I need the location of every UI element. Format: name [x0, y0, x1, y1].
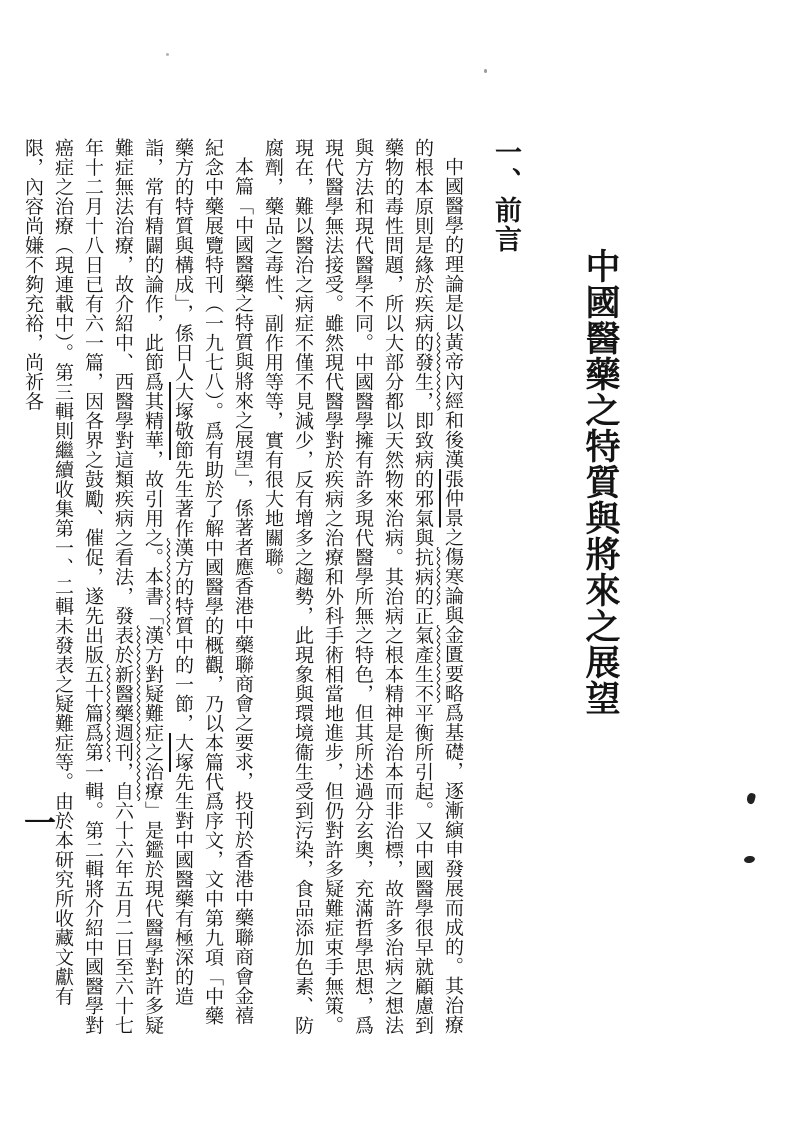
text-segment: 本篇「中國醫藥之特質與將來之展望」，係著者應香港中藥聯商會之要求，投刊於香港中藥聯商會金禧紀念中藥展覽特刊（一九七八）。爲有助於了解中國醫學的概觀，乃以本篇代爲序文，文中第九項「中藥藥方的特質與構成」，係日人: [172, 138, 254, 1026]
book-title-marked-text: 金匱要略: [442, 625, 464, 703]
proper-noun-marked-text: 張仲景: [442, 469, 464, 528]
text-segment: 中國醫學的理論是以: [442, 157, 464, 333]
text-segment: 之: [442, 527, 464, 547]
body-text: [18, 138, 468, 1040]
text-segment: 與: [442, 605, 464, 625]
section-heading: 一、前言: [490, 138, 521, 254]
text-segment: 爲基礎，逐漸縯申發展而成的。其治療的根本原則是緣於疾病的發生，即致病的邪氣與抗病的正氣產生不平衡所引起。又中國醫學很早就顧慮到藥物的毒性問題，所以大部分都以天然物來治病。其治病之根本精神是治本而非治標，故許多治病之想法與方法和現代醫學不同。中國醫學擁有許多現代醫學所無之特色，但其所述過分玄奧，充滿哲學思想，爲現代醫學無法接受。雖然現代醫學對於疾病之治療和外科手術相當地進步，但仍對許多疑難症束手無策。現在，難以醫治之病症不僅不見減少，反有增多之趨勢，此現象與環境衞生受到污染，食品添加色素、防腐劑，藥品之毒性、副作用等等，實有很大地關聯。: [262, 138, 464, 1035]
proper-noun-marked-text: 大塚敬節: [172, 382, 194, 460]
book-title-marked-text: 新醫藥週刊: [112, 664, 134, 762]
scan-speck: [484, 69, 487, 73]
text-segment: 和後漢: [442, 410, 464, 469]
book-title-marked-text: 漢方對疑難症之治療: [142, 625, 164, 801]
paragraph: [18, 138, 258, 1040]
text-segment: 中的一節，: [172, 635, 194, 733]
text-segment: ，自六十六年五月二日至六十七年十二月十八日已有六一篇，因各界之鼓勵、催促，遂先出版五十篇爲第一輯。第二輯將介紹中國醫學對癌症之治療（現連載中）。第三輯則繼續收集第一、二輯未發表之疑難症等。由於本研究所收藏文獻有限，內容尚嫌不夠充裕，尚祈各: [22, 138, 134, 1035]
text-segment: 」是鑑於現代醫學對許多疑難症無法治療，故介紹中、西醫學對這類疾病之看法，發表於: [112, 138, 164, 1035]
paragraph: [258, 138, 468, 1040]
proper-noun-marked-text: 大塚: [172, 733, 194, 772]
scan-speck: [166, 53, 169, 56]
text-segment: 先生著作: [172, 460, 194, 538]
book-title-marked-text: 漢方的特質: [172, 538, 194, 636]
text-segment: 先生對中國醫藥有極深的造詣，常有精闢的論作，此節爲其精華，故引用之。本書「: [142, 138, 194, 1006]
book-title: 中國醫藥之特質與將來之展望: [580, 248, 621, 716]
page-number: 一: [24, 804, 57, 842]
scan-speck: [746, 792, 757, 805]
page-content: [18, 138, 622, 1040]
book-title-marked-text: 黃帝內經: [442, 332, 464, 411]
scan-speck: [744, 855, 756, 863]
book-title-marked-text: 傷寒論: [442, 547, 464, 606]
